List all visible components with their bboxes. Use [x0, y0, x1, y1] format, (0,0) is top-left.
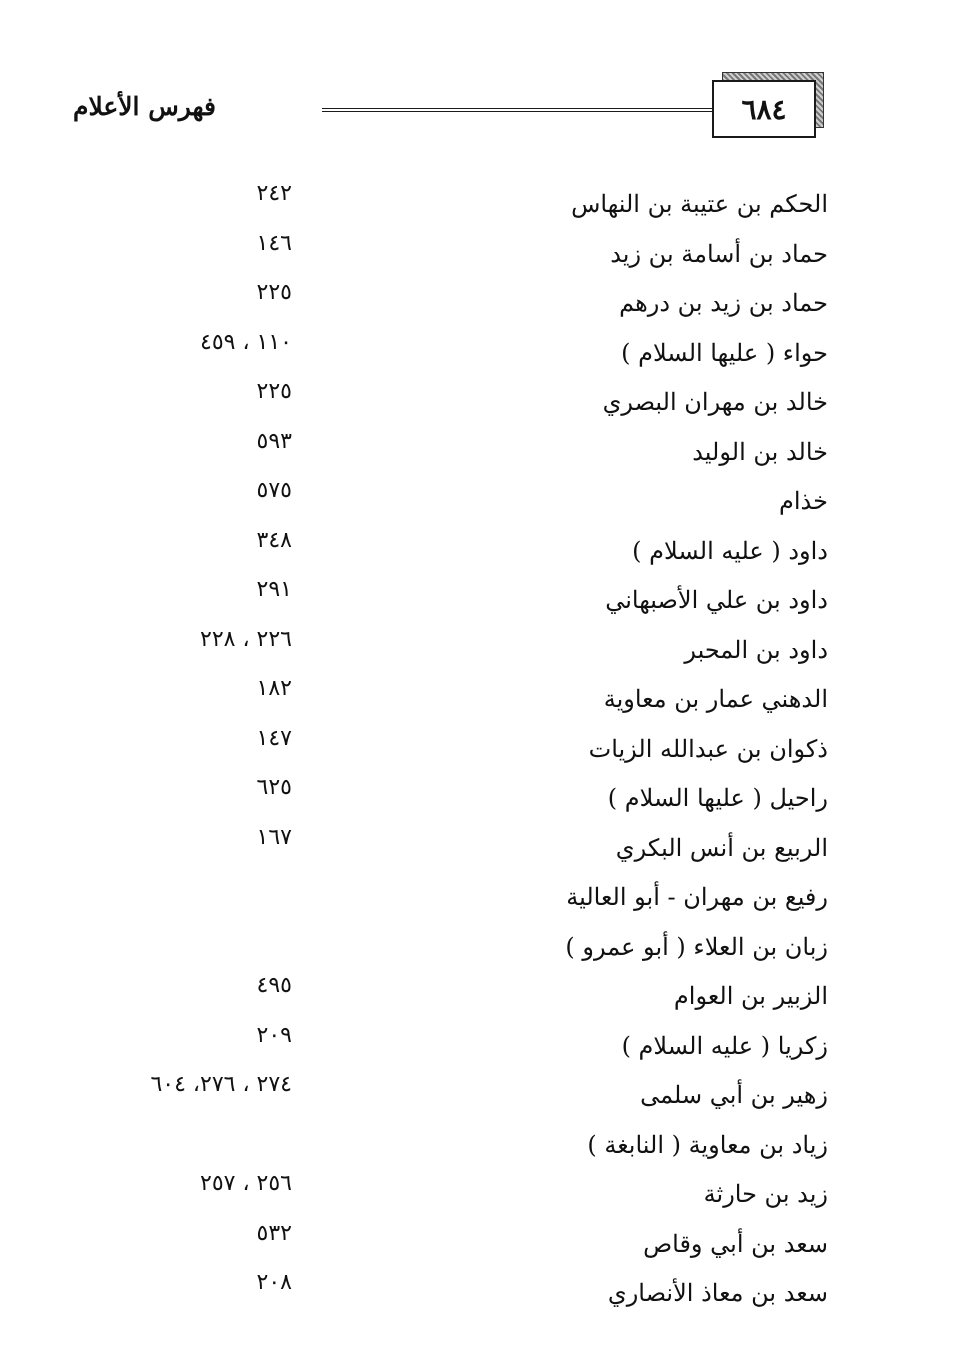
entry-pages: ١١٠ ، ٤٥٩	[200, 329, 292, 355]
entry-pages: ٤٩٥	[256, 973, 292, 998]
index-entry	[0, 1170, 954, 1220]
entry-pages: ٢٩١	[256, 577, 292, 602]
entry-pages: ٢٠٩	[256, 1022, 292, 1048]
entry-name: الدهني عمار بن معاوية	[603, 685, 828, 713]
entry-pages: ٥٣٢	[256, 1220, 292, 1246]
entry-pages: ٥٩٣	[256, 428, 292, 454]
entry-pages: ٢٢٥	[256, 280, 292, 305]
entry-name: داود بن علي الأصبهاني	[605, 586, 828, 614]
index-entry	[0, 576, 954, 626]
entry-pages: ١٤٦	[256, 230, 292, 256]
entry-name: سعد بن معاذ الأنصاري	[607, 1279, 828, 1307]
entry-name: سعد بن أبي وقاص	[643, 1229, 828, 1258]
index-entry	[0, 329, 954, 379]
index-entry	[0, 626, 954, 676]
entry-pages: ٢٥٦ ، ٢٥٧	[200, 1171, 292, 1196]
index-entry	[0, 527, 954, 577]
entry-name: الربيع بن أنس البكري	[615, 833, 828, 862]
entry-pages: ٢٧٤ ، ٢٧٦، ٦٠٤	[150, 1072, 292, 1097]
entry-name: راحيل ( عليها السلام )	[607, 784, 828, 812]
index-entry	[0, 824, 954, 874]
index-entry	[0, 1121, 954, 1171]
page-number: ٦٨٤	[712, 80, 816, 138]
entry-name: ذكوان بن عبدالله الزيات	[588, 734, 828, 763]
entry-name: داود بن المحبر	[684, 635, 828, 664]
entry-name: حماد بن زيد بن درهم	[619, 289, 828, 317]
entry-pages: ٢٢٥	[256, 379, 292, 404]
index-entry	[0, 180, 954, 230]
entry-name: داود ( عليه السلام )	[632, 536, 828, 565]
entry-name: حواء ( عليها السلام )	[621, 338, 828, 367]
index-entry	[0, 1220, 954, 1270]
entry-name: زهير بن أبي سلمى	[640, 1081, 828, 1109]
entry-pages: ١٤٧	[256, 725, 292, 751]
entry-pages: ١٨٢	[256, 676, 292, 701]
index-entry	[0, 675, 954, 725]
entry-name: زياد بن معاوية ( النابغة )	[587, 1130, 828, 1159]
page-title: فهرس الأعلام	[72, 92, 216, 121]
index-entry	[0, 774, 954, 824]
index-entry	[0, 378, 954, 428]
entry-name: زيد بن حارثة	[703, 1180, 828, 1208]
index-entry	[0, 230, 954, 280]
entry-pages: ٢٠٨	[256, 1270, 292, 1295]
index-entry	[0, 725, 954, 775]
index-list	[0, 180, 954, 1319]
entry-pages: ٢٤٢	[256, 181, 292, 206]
header-rule	[322, 108, 712, 112]
index-entry	[0, 279, 954, 329]
entry-name: زبان بن العلاء ( أبو عمرو )	[565, 932, 828, 961]
index-entry	[0, 428, 954, 478]
entry-name: الزبير بن العوام	[673, 982, 828, 1010]
entry-pages: ٦٢٥	[256, 775, 292, 800]
entry-name: الحكم بن عتيبة بن النهاس	[571, 190, 828, 218]
index-entry	[0, 873, 954, 923]
index-entry	[0, 1071, 954, 1121]
index-entry	[0, 477, 954, 527]
index-entry	[0, 923, 954, 973]
index-entry	[0, 1269, 954, 1319]
entry-name: زكريا ( عليه السلام )	[621, 1031, 828, 1060]
entry-pages: ٣٤٨	[256, 527, 292, 553]
entry-name: خالد بن مهران البصري	[602, 388, 828, 416]
entry-pages: ٥٧٥	[256, 478, 292, 503]
entry-name: رفيع بن مهران - أبو العالية	[566, 883, 828, 911]
entry-name: خالد بن الوليد	[692, 437, 828, 466]
index-entry	[0, 1022, 954, 1072]
entry-name: خذام	[779, 487, 828, 515]
index-entry	[0, 972, 954, 1022]
entry-pages: ١٦٧	[256, 824, 292, 850]
entry-pages: ٢٢٦ ، ٢٢٨	[200, 626, 292, 652]
entry-name: حماد بن أسامة بن زيد	[610, 239, 828, 268]
